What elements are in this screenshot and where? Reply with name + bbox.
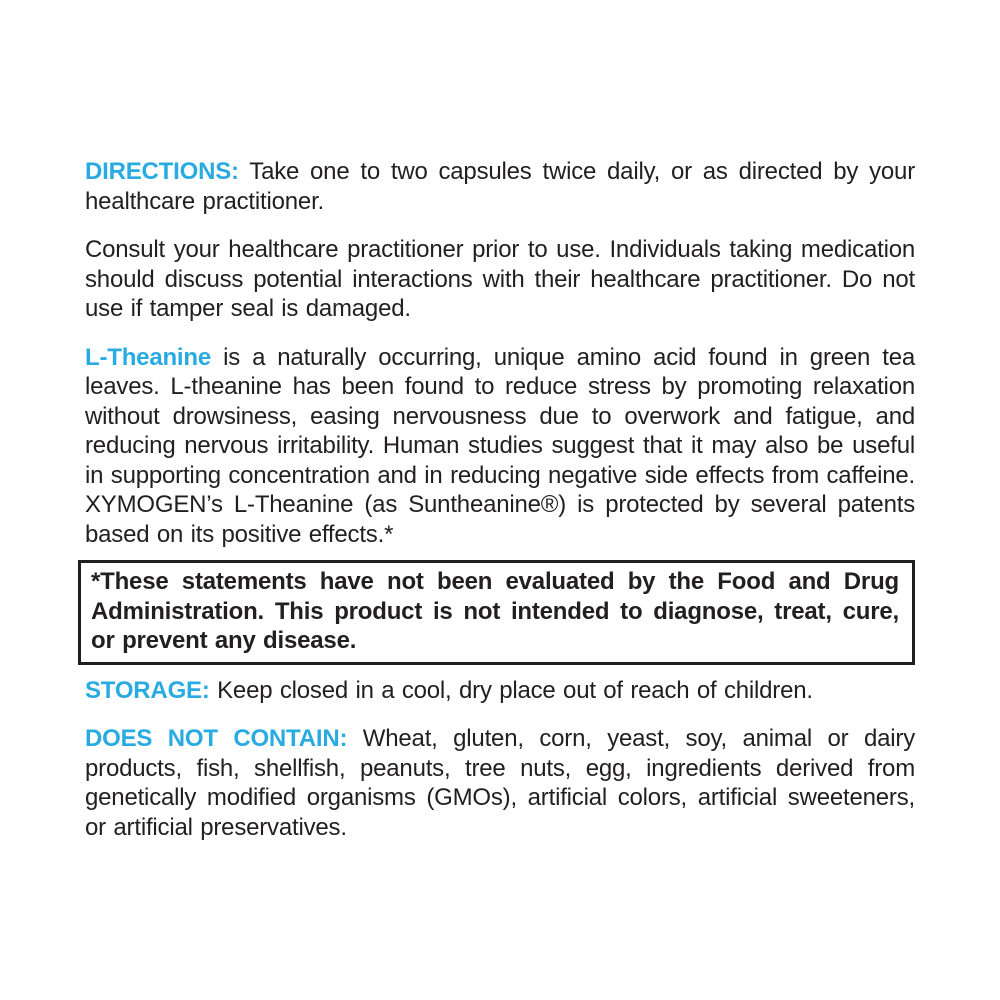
directions-section (85, 157, 915, 216)
directions-heading: DIRECTIONS: (85, 158, 239, 185)
storage-section (85, 676, 915, 706)
does-not-contain-heading: DOES NOT CONTAIN: (85, 725, 348, 752)
directions-text: Take one to two capsules twice daily, or as directed by your healthcare practitioner. (85, 158, 915, 215)
l-theanine-heading: L-Theanine (85, 343, 212, 371)
consult-text: Consult your healthcare practitioner prior to use. Individuals taking medication should discuss potential interactions with their healthcare practitioner. Do not use if tamper seal is damaged. (85, 236, 915, 322)
does-not-contain-section (85, 724, 915, 842)
consult-section (85, 235, 915, 324)
does-not-contain-text: Wheat, gluten, corn, yeast, soy, animal or dairy products, fish, shellfish, peanuts, tree nuts, egg, ingredients derived from genetically modified organisms (GMOs), artificial colors, artificial sweeteners, or artificial preservatives. (85, 725, 916, 841)
description-section (85, 343, 915, 550)
label-content-column (85, 157, 915, 842)
fda-disclaimer-text: *These statements have not been evaluated by the Food and Drug Administration. This product is not intended to diagnose, treat, cure, or prevent any disease. (91, 568, 899, 654)
storage-text: Keep closed in a cool, dry place out of reach of children. (217, 676, 813, 704)
storage-heading: STORAGE: (85, 676, 210, 704)
description-text: is a naturally occurring, unique amino acid found in green tea leaves. L-theanine has been found to reduce stress by promoting relaxation without drowsiness, easing nervousness due to overwork and fatigue, and reducing nervous irritability. Human studies suggest that it may also be useful in supporting concentration and in reducing negative side effects from caffeine. XYMOGEN’s L-Theanine (as Suntheanine®) is protected by several patents based on its positive effects.* (85, 343, 916, 548)
fda-disclaimer-box (78, 560, 915, 665)
